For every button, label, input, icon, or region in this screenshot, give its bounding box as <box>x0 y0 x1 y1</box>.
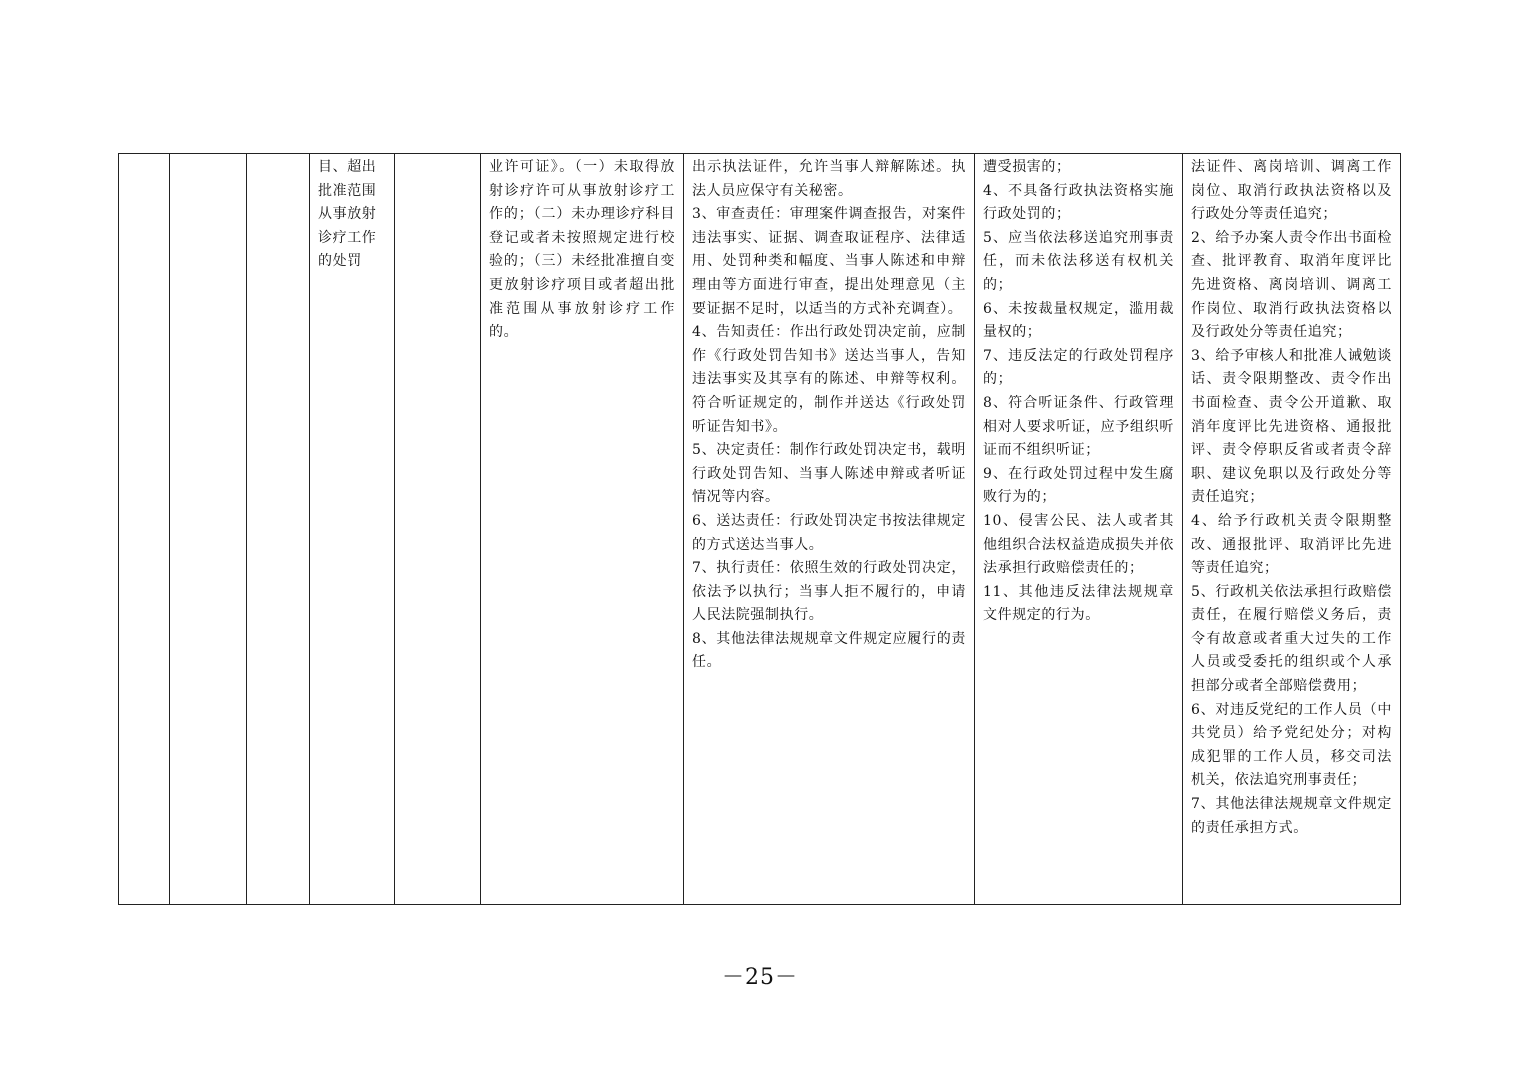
item-name-line: 目、超出 <box>318 159 377 175</box>
accountability-case: 6、未按裁量权规定，滥用裁量权的； <box>983 300 1174 341</box>
accountability-case: 4、不具备行政执法资格实施行政处罚的； <box>983 182 1174 223</box>
responsibility-item: 3、审查责任：审理案件调查报告，对案件违法事实、证据、调查取证程序、法律适用、处罚种类和幅度、当事人陈述和申辩理由等方面进行审查，提出处理意见（主要证据不足时，以适当的方式补充调查）。 <box>692 206 966 317</box>
table-cell-accountability-methods <box>1183 154 1400 904</box>
table-cell-col1 <box>119 154 170 904</box>
table-cell-accountability-cases <box>975 154 1183 904</box>
table-cell-col3 <box>247 154 310 904</box>
page-number: －25－ <box>722 965 798 990</box>
item-name-line: 的处罚 <box>318 253 362 270</box>
responsibility-item: 6、送达责任：行政处罚决定书按法律规定的方式送达当事人。 <box>692 512 966 553</box>
table-cell-col2 <box>170 154 247 904</box>
table-cell-col5 <box>395 154 481 904</box>
accountability-method: 5、行政机关依法承担行政赔偿责任，在履行赔偿义务后，责令有故意或者重大过失的工作人员或受委托的组织或个人承担部分或者全部赔偿费用； <box>1191 583 1392 695</box>
table-cell-item-name <box>310 154 395 904</box>
accountability-case: 7、违反法定的行政处罚程序的； <box>983 347 1174 388</box>
basis-text: 业许可证》。（一）未取得放射诊疗许可从事放射诊疗工作的；（二）未办理诊疗科目登记或者未按照规定进行校验的；（三）未经批准擅自变更放射诊疗项目或者超出批准范围从事放射诊疗工作的。 <box>489 159 675 341</box>
responsibility-table <box>118 153 1401 905</box>
responsibility-item: 7、执行责任：依照生效的行政处罚决定，依法予以执行；当事人拒不履行的，申请人民法院强制执行。 <box>692 560 966 624</box>
responsibility-item: 4、告知责任：作出行政处罚决定前，应制作《行政处罚告知书》送达当事人，告知违法事实及其享有的陈述、申辩等权利。符合听证规定的，制作并送达《行政处罚听证告知书》。 <box>692 324 966 435</box>
accountability-method: 2、给予办案人责令作出书面检查、批评教育、取消年度评比先进资格、离岗培训、调离工作岗位、取消行政执法资格以及行政处分等责任追究； <box>1191 229 1392 341</box>
item-name-line: 诊疗工作 <box>318 229 377 246</box>
responsibility-item: 8、其他法律法规规章文件规定应履行的责任。 <box>692 630 966 671</box>
accountability-method: 4、给予行政机关责令限期整改、通报批评、取消评比先进等责任追究； <box>1191 512 1392 577</box>
accountability-case: 5、应当依法移送追究刑事责任，而未依法移送有权机关的； <box>983 229 1174 293</box>
accountability-case: 11、其他违反法律法规规章文件规定的行为。 <box>983 583 1174 624</box>
accountability-method: 6、对违反党纪的工作人员（中共党员）给予党纪处分；对构成犯罪的工作人员，移交司法机关，依法追究刑事责任； <box>1191 701 1392 789</box>
accountability-case: 8、符合听证条件、行政管理相对人要求听证，应予组织听证而不组织听证； <box>983 394 1174 459</box>
item-name-line: 从事放射 <box>318 206 377 223</box>
accountability-case: 10、侵害公民、法人或者其他组织合法权益造成损失并依法承担行政赔偿责任的； <box>983 512 1174 577</box>
accountability-method: 法证件、离岗培训、调离工作岗位、取消行政执法资格以及行政处分等责任追究； <box>1191 159 1392 223</box>
item-name-line: 批准范围 <box>318 182 377 199</box>
accountability-case: 遭受损害的； <box>983 159 1071 175</box>
accountability-method: 7、其他法律法规规章文件规定的责任承担方式。 <box>1191 796 1392 836</box>
responsibility-item: 出示执法证件，允许当事人辩解陈述。执法人员应保守有关秘密。 <box>692 159 966 199</box>
accountability-case: 9、在行政处罚过程中发生腐败行为的； <box>983 465 1174 506</box>
accountability-method: 3、给予审核人和批准人诫勉谈话、责令限期整改、责令作出书面检查、责令公开道歉、取消年度评比先进资格、通报批评、责令停职反省或者责令辞职、建议免职以及行政处分等责任追究； <box>1191 347 1392 506</box>
table-cell-basis <box>481 154 684 904</box>
table-cell-responsibilities <box>684 154 975 904</box>
responsibility-item: 5、决定责任：制作行政处罚决定书，载明行政处罚告知、当事人陈述申辩或者听证情况等内容。 <box>692 442 966 506</box>
